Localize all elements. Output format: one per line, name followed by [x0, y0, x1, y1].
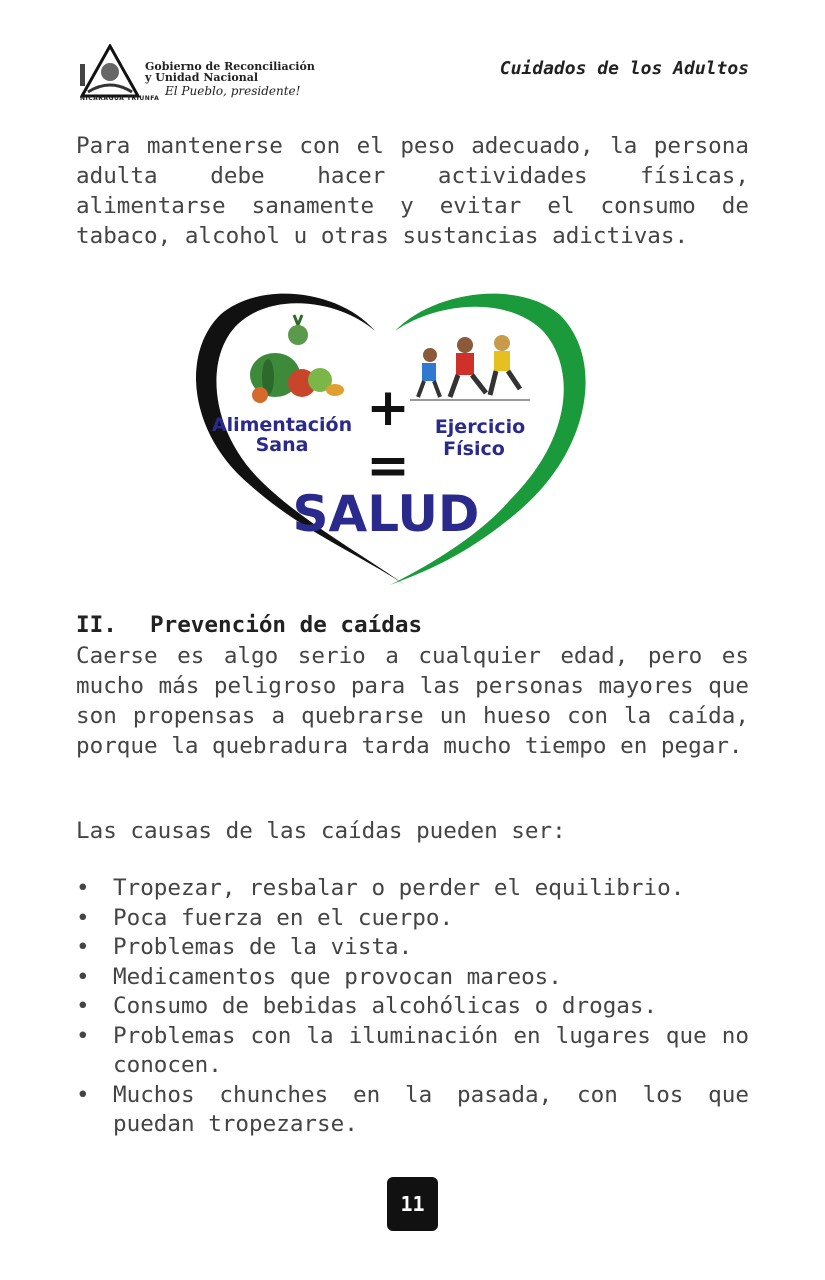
list-item: • Muchos chunches en la pasada, con los que puedan tropezarse.: [76, 1081, 749, 1137]
list-item: • Consumo de bebidas alcohólicas o drogas.: [76, 992, 749, 1022]
bullet-icon: •: [76, 904, 90, 931]
bullet-icon: •: [76, 1081, 90, 1108]
runners-icon: [410, 335, 530, 400]
bullet-icon: •: [76, 1022, 90, 1049]
government-logo: [80, 44, 315, 106]
left-label-line1: Alimentación: [211, 414, 353, 436]
logo-text-line1: Gobierno de Reconciliación: [145, 60, 315, 73]
triangle-emblem-icon: [80, 44, 140, 102]
logo-text-line2: y Unidad Nacional: [145, 71, 259, 84]
bullet-icon: •: [76, 875, 90, 901]
section-number: II.: [76, 612, 117, 638]
section-paragraph: Caerse es algo serio a cualquier edad, pero es mucho más peligroso para las personas mayores que son propensas a quebrarse un hueso con la caída, porque la quebradura tarda mucho tiempo en pegar.: [76, 643, 749, 759]
page-number: 11: [387, 1177, 438, 1231]
vegetables-icon: [250, 315, 344, 403]
intro-paragraph: Para mantenerse con el peso adecuado, la persona adulta debe hacer actividades físicas, alimentarse sanamente y evitar el consumo de tabaco, alcohol u otras sustancias adictivas.: [76, 133, 749, 249]
left-label-line2: Sana: [255, 434, 309, 456]
causes-list: [76, 874, 749, 1140]
plus-sign: +: [366, 378, 410, 438]
logo-motto: El Pueblo, presidente!: [165, 84, 301, 98]
running-title: Cuidados de los Adultos: [499, 58, 749, 79]
section-heading: [76, 610, 422, 640]
bullet-icon: •: [76, 993, 90, 1019]
health-heart-illustration: [190, 285, 590, 590]
bullet-icon: •: [76, 934, 90, 960]
section-title: Prevención de caídas: [150, 612, 423, 638]
list-item: • Problemas de la vista.: [76, 933, 749, 963]
equals-sign: =: [366, 436, 410, 496]
result-label: SALUD: [292, 485, 480, 543]
bullet-icon: •: [76, 963, 90, 990]
list-item: • Problemas con la iluminación en lugares que no conocen.: [76, 1022, 749, 1078]
list-item: • Tropezar, resbalar o perder el equilibrio.: [76, 874, 749, 904]
causes-intro: Las causas de las caídas pueden ser:: [76, 818, 566, 844]
heart-graphic: [190, 285, 590, 590]
right-label-line2: Físico: [443, 438, 505, 460]
list-item: • Medicamentos que provocan mareos.: [76, 963, 749, 993]
list-item: • Poca fuerza en el cuerpo.: [76, 904, 749, 934]
right-label-line1: Ejercicio: [434, 416, 526, 438]
logo-country-text: NICARAGUA TRIUNFA: [80, 95, 160, 102]
